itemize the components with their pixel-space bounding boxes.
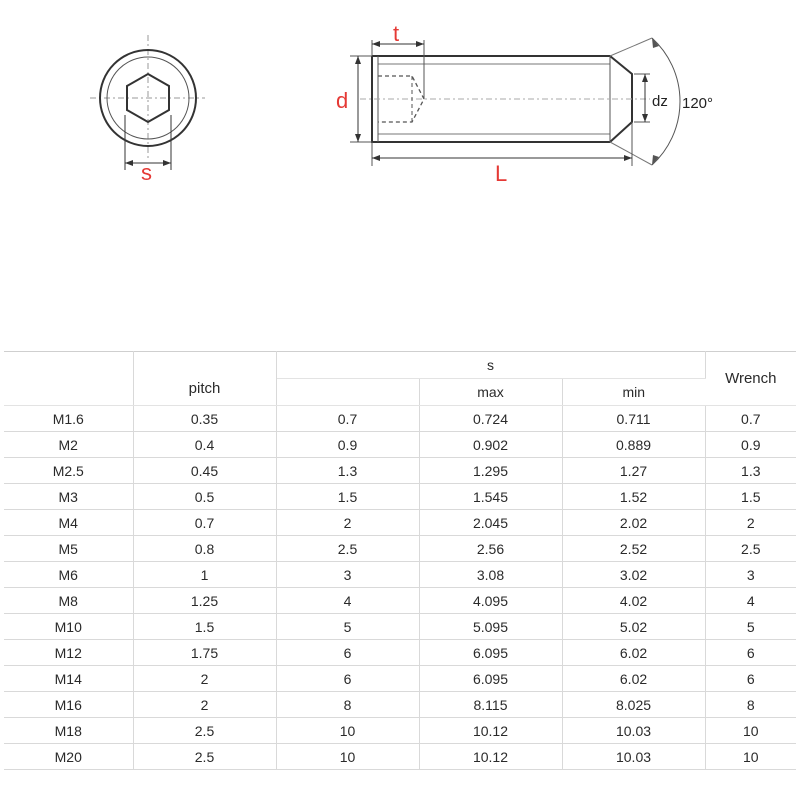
wrench-cell: 1.5	[705, 484, 796, 510]
size-cell: M10	[4, 614, 133, 640]
s-nominal-cell: 0.9	[276, 432, 419, 458]
table-row	[4, 692, 796, 718]
s-nominal-cell: 10	[276, 718, 419, 744]
s-min-cell: 1.27	[562, 458, 705, 484]
wrench-cell: 6	[705, 666, 796, 692]
size-cell: M14	[4, 666, 133, 692]
wrench-cell: 6	[705, 640, 796, 666]
set-screw-technical-drawing	[0, 0, 800, 330]
s-min-cell: 2.52	[562, 536, 705, 562]
size-cell: M5	[4, 536, 133, 562]
table-row	[4, 588, 796, 614]
wrench-cell: 2.5	[705, 536, 796, 562]
pitch-cell: 2.5	[133, 744, 276, 770]
s-max-cell: 0.902	[419, 432, 562, 458]
s-header: s	[276, 352, 705, 379]
size-header-cell	[4, 352, 133, 406]
s-max-cell: 5.095	[419, 614, 562, 640]
s-nominal-cell: 4	[276, 588, 419, 614]
s-min-cell: 2.02	[562, 510, 705, 536]
table-row	[4, 718, 796, 744]
s-min-cell: 0.711	[562, 406, 705, 432]
size-cell: M18	[4, 718, 133, 744]
s-nominal-cell: 6	[276, 640, 419, 666]
pitch-header: pitch	[133, 352, 276, 406]
s-max-cell: 6.095	[419, 666, 562, 692]
s-min-cell: 6.02	[562, 640, 705, 666]
size-cell: M3	[4, 484, 133, 510]
size-cell: M2.5	[4, 458, 133, 484]
s-nominal-cell: 2.5	[276, 536, 419, 562]
cone-angle-label: 120°	[682, 95, 714, 112]
s-nominal-cell: 1.5	[276, 484, 419, 510]
dimension-dz-label: dz	[652, 93, 668, 110]
table-body	[4, 406, 796, 770]
size-cell: M8	[4, 588, 133, 614]
wrench-cell: 10	[705, 744, 796, 770]
s-max-cell: 4.095	[419, 588, 562, 614]
table-row	[4, 666, 796, 692]
screw-end-view	[90, 35, 205, 170]
dimension-d-label: d	[336, 88, 349, 113]
table-row	[4, 484, 796, 510]
table-row	[4, 510, 796, 536]
s-max-cell: 2.56	[419, 536, 562, 562]
size-cell: M6	[4, 562, 133, 588]
size-cell: M2	[4, 432, 133, 458]
wrench-cell: 2	[705, 510, 796, 536]
s-nominal-cell: 6	[276, 666, 419, 692]
max-header: max	[419, 379, 562, 406]
pitch-cell: 2	[133, 692, 276, 718]
pitch-cell: 0.45	[133, 458, 276, 484]
wrench-cell: 10	[705, 718, 796, 744]
s-nominal-header-cell	[276, 379, 419, 406]
s-nominal-cell: 8	[276, 692, 419, 718]
pitch-cell: 1	[133, 562, 276, 588]
pitch-cell: 1.5	[133, 614, 276, 640]
s-min-cell: 8.025	[562, 692, 705, 718]
pitch-cell: 2.5	[133, 718, 276, 744]
s-max-cell: 10.12	[419, 718, 562, 744]
size-cell: M4	[4, 510, 133, 536]
size-cell: M20	[4, 744, 133, 770]
table-row	[4, 536, 796, 562]
s-min-cell: 1.52	[562, 484, 705, 510]
s-nominal-cell: 1.3	[276, 458, 419, 484]
s-nominal-cell: 2	[276, 510, 419, 536]
table-row	[4, 406, 796, 432]
dimension-L-label: L	[495, 161, 508, 186]
s-min-cell: 3.02	[562, 562, 705, 588]
screw-side-view	[350, 38, 680, 166]
wrench-cell: 4	[705, 588, 796, 614]
s-min-cell: 6.02	[562, 666, 705, 692]
s-max-cell: 6.095	[419, 640, 562, 666]
s-nominal-cell: 3	[276, 562, 419, 588]
s-max-cell: 3.08	[419, 562, 562, 588]
s-max-cell: 1.545	[419, 484, 562, 510]
wrench-cell: 1.3	[705, 458, 796, 484]
s-nominal-cell: 5	[276, 614, 419, 640]
table-row	[4, 562, 796, 588]
table-row	[4, 640, 796, 666]
pitch-cell: 0.35	[133, 406, 276, 432]
s-max-cell: 0.724	[419, 406, 562, 432]
size-cell: M16	[4, 692, 133, 718]
s-max-cell: 8.115	[419, 692, 562, 718]
s-min-cell: 10.03	[562, 718, 705, 744]
s-max-cell: 10.12	[419, 744, 562, 770]
s-max-cell: 1.295	[419, 458, 562, 484]
s-min-cell: 4.02	[562, 588, 705, 614]
s-nominal-cell: 0.7	[276, 406, 419, 432]
wrench-cell: 5	[705, 614, 796, 640]
pitch-cell: 0.5	[133, 484, 276, 510]
s-max-cell: 2.045	[419, 510, 562, 536]
table-row	[4, 614, 796, 640]
size-cell: M1.6	[4, 406, 133, 432]
pitch-cell: 1.25	[133, 588, 276, 614]
pitch-cell: 2	[133, 666, 276, 692]
table-row	[4, 458, 796, 484]
pitch-cell: 0.7	[133, 510, 276, 536]
pitch-cell: 0.4	[133, 432, 276, 458]
size-cell: M12	[4, 640, 133, 666]
wrench-header: Wrench	[705, 352, 796, 406]
screw-specification-table	[4, 351, 796, 770]
pitch-cell: 1.75	[133, 640, 276, 666]
dimension-t-label: t	[393, 21, 400, 46]
s-nominal-cell: 10	[276, 744, 419, 770]
wrench-cell: 0.7	[705, 406, 796, 432]
table-row	[4, 744, 796, 770]
wrench-cell: 0.9	[705, 432, 796, 458]
pitch-cell: 0.8	[133, 536, 276, 562]
s-min-cell: 0.889	[562, 432, 705, 458]
table-row	[4, 432, 796, 458]
wrench-cell: 3	[705, 562, 796, 588]
s-min-cell: 10.03	[562, 744, 705, 770]
wrench-cell: 8	[705, 692, 796, 718]
s-min-cell: 5.02	[562, 614, 705, 640]
dimension-s-label: s	[141, 160, 152, 185]
min-header: min	[562, 379, 705, 406]
